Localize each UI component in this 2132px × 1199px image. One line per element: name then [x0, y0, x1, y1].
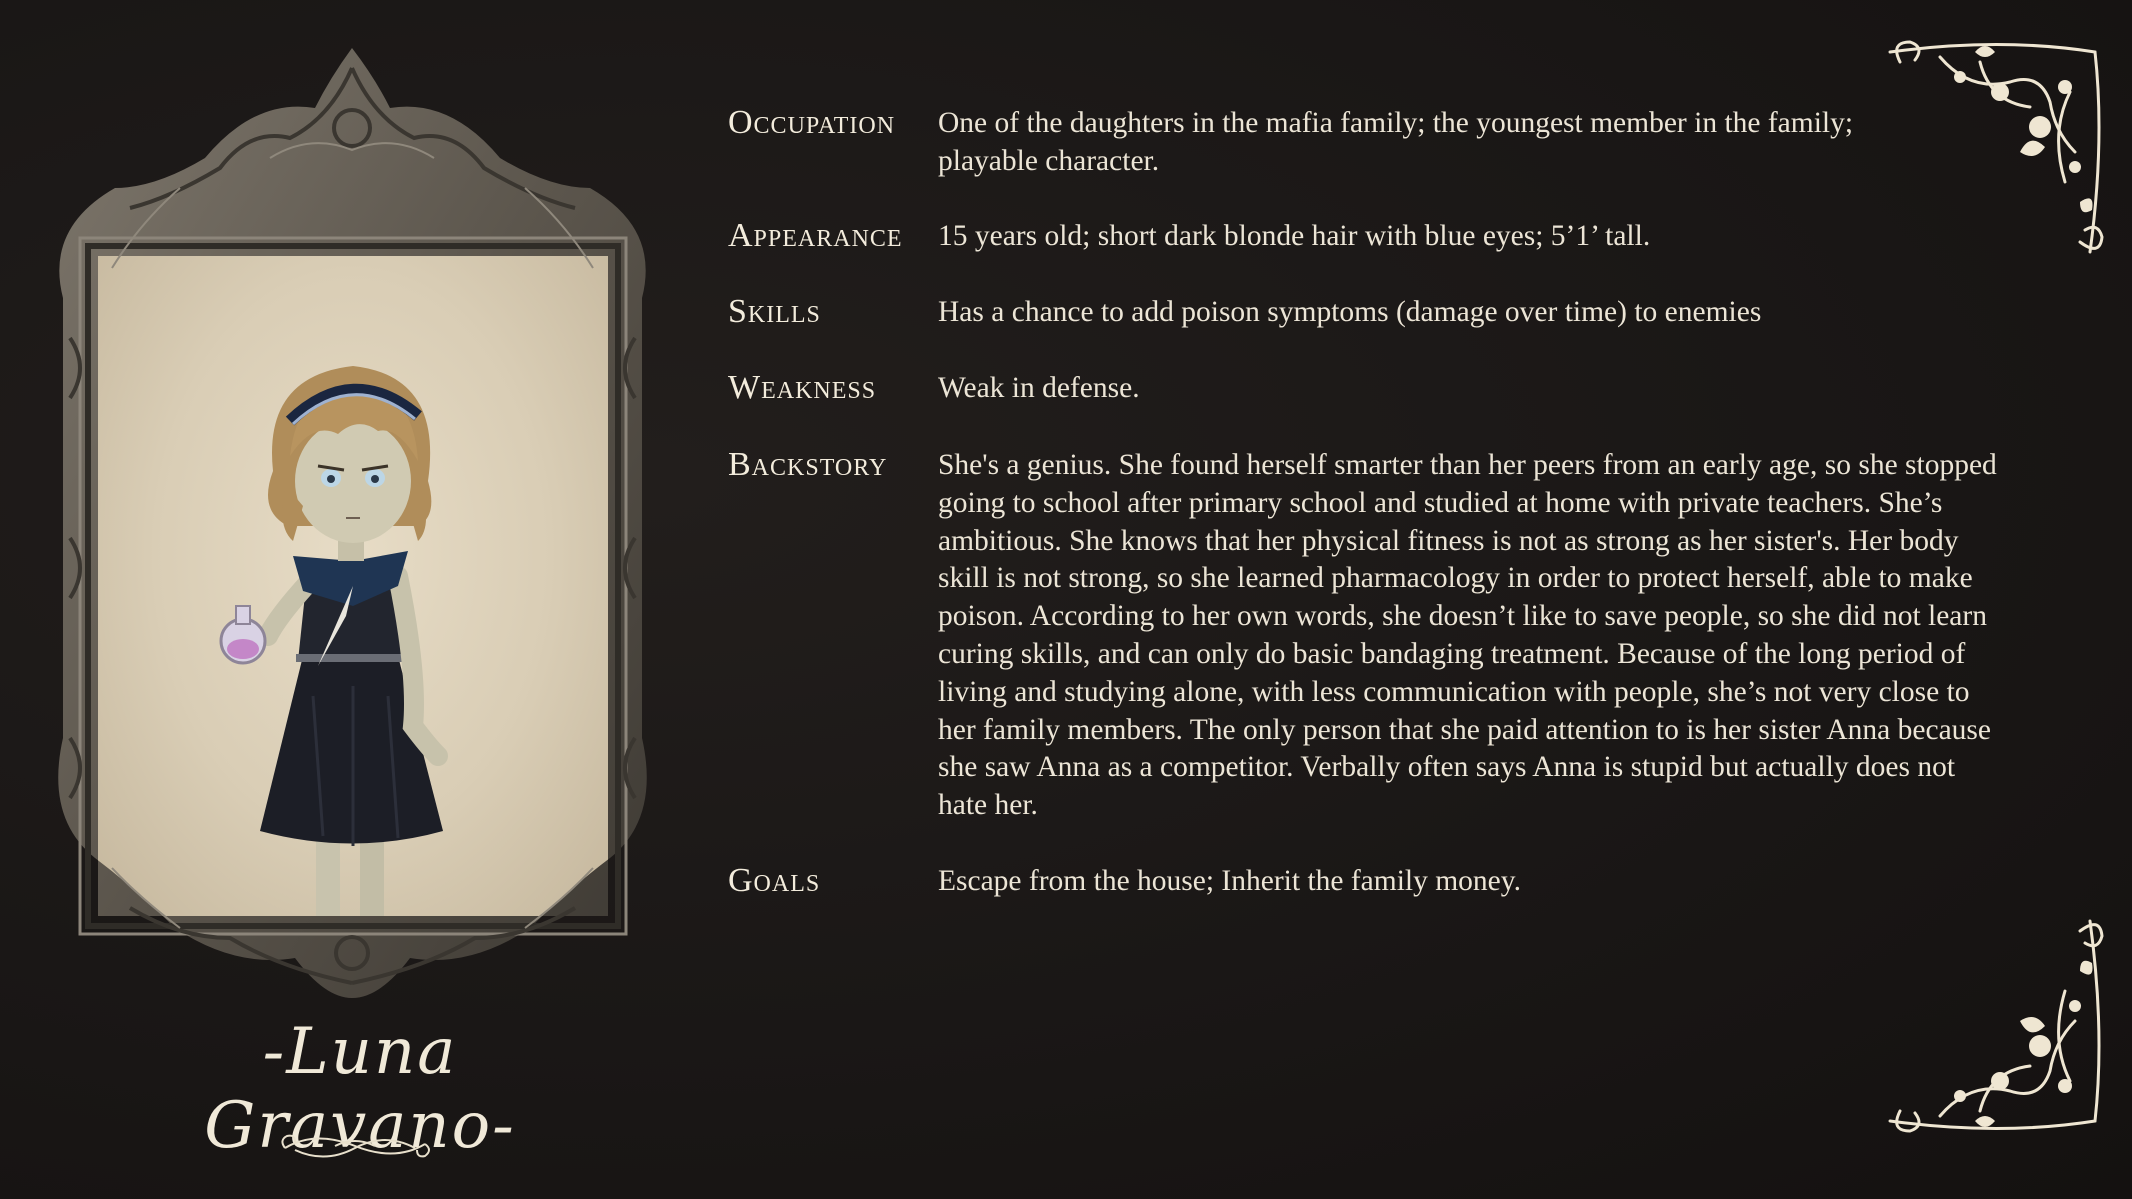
backstory-label: Backstory — [728, 445, 888, 483]
character-name: -Luna Gravano- — [204, 1015, 516, 1163]
profile-details — [728, 104, 2008, 901]
occupation-row — [728, 104, 1918, 181]
weakness-row — [728, 369, 2008, 408]
floral-corner-ornament-icon — [1880, 32, 2110, 262]
skills-value: Has a chance to add poison symptoms (damage over time) to enemies — [938, 296, 1762, 329]
weakness-value: Weak in defense. — [938, 372, 1140, 405]
goals-value: Escape from the house; Inherit the family money. — [938, 864, 1521, 897]
occupation-value: One of the daughters in the mafia family; the youngest member in the family; playable character. — [938, 107, 1854, 177]
goals-label: Goals — [728, 861, 821, 899]
floral-corner-ornament-icon — [1880, 911, 2110, 1141]
ornate-frame-icon — [30, 38, 675, 1008]
weakness-label: Weakness — [728, 369, 877, 407]
appearance-label: Appearance — [728, 216, 903, 254]
goals-row — [728, 862, 2008, 901]
appearance-value: 15 years old; short dark blonde hair with blue eyes; 5’1’ tall. — [938, 219, 1651, 252]
appearance-row — [728, 217, 2008, 256]
backstory-row — [728, 446, 2008, 825]
backstory-value: She's a genius. She found herself smarter than her peers from an early age, so she stopped going to school after primary school and studied at home with private teachers. She’s ambitious. She knows that her physical fitness is not as strong as her sister's. Her body skill is not strong, so she learned pharmacology in order to protect herself, able to make poison. According to her own words, she doesn’t like to save people, so she did not learn curing skills, and can only do basic bandaging treatment. Because of the long period of living and studying alone, with less communication with people, she’s not very close to her family members. The only person that she paid attention to is her sister Anna because she saw Anna as a competitor. Verbally often says Anna is stupid but actually does not hate her. — [938, 448, 1997, 822]
skills-row — [728, 293, 2008, 332]
portrait-frame — [30, 38, 675, 1008]
occupation-label: Occupation — [728, 104, 896, 141]
scroll-flourish-icon — [275, 1120, 435, 1170]
skills-label: Skills — [728, 293, 821, 331]
